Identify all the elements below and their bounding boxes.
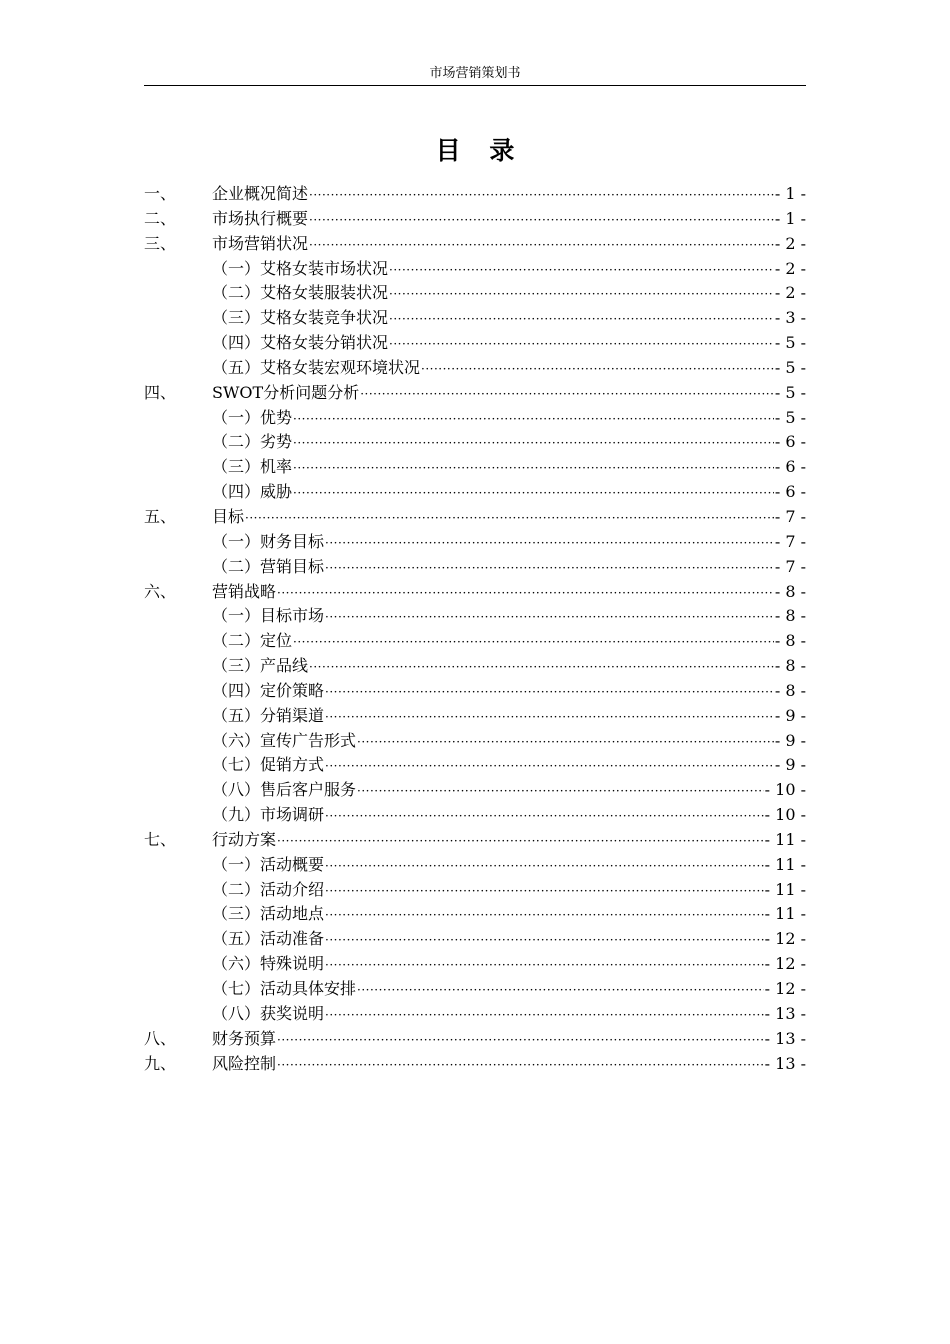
toc-entry-page-number: - 3 - [774, 308, 806, 328]
toc-entry-number: 八、 [144, 1028, 177, 1048]
toc-entry-page-number: - 9 - [774, 730, 806, 750]
toc-entry-title: （三）机率 [212, 457, 293, 477]
toc-dot-leader [309, 233, 774, 258]
toc-entry-title: （二）活动介绍 [212, 879, 325, 899]
toc-entry-title: 行动方案 [212, 829, 277, 849]
toc-entry-title: （三）产品线 [212, 656, 309, 676]
toc-entry-page-number: - 12 - [764, 954, 806, 974]
toc-dot-leader [277, 1053, 764, 1078]
toc-dot-leader [277, 1028, 764, 1053]
toc-entry-page-number: - 6 - [774, 432, 806, 452]
toc-entry-title: （一）目标市场 [212, 606, 325, 626]
toc-entry-title: 企业概况简述 [212, 184, 309, 203]
toc-entry-page-number: - 13 - [764, 1003, 806, 1023]
toc-dot-leader [389, 307, 774, 332]
toc-dot-leader [357, 978, 764, 1003]
toc-entry-title: （三）活动地点 [212, 904, 325, 924]
toc-entry-page-number: - 13 - [764, 1053, 806, 1073]
toc-entry-title: （一）财务目标 [212, 531, 325, 551]
toc-dot-leader [293, 456, 774, 481]
toc-list [144, 182, 806, 1076]
toc-dot-leader [325, 605, 774, 630]
toc-entry-page-number: - 7 - [774, 506, 806, 526]
toc-entry[interactable] [144, 853, 806, 878]
toc-dot-leader [309, 208, 774, 233]
toc-dot-leader [325, 879, 764, 904]
toc-entry[interactable] [144, 753, 806, 778]
toc-entry[interactable] [144, 430, 806, 455]
toc-entry-title: （七）促销方式 [212, 755, 325, 775]
toc-dot-leader [325, 1003, 764, 1028]
toc-entry-page-number: - 9 - [774, 755, 806, 775]
toc-entry[interactable] [144, 306, 806, 331]
toc-entry-page-number: - 11 - [764, 854, 806, 874]
toc-entry-number: 七、 [144, 829, 177, 849]
toc-dot-leader [325, 680, 774, 705]
toc-entry[interactable] [144, 381, 806, 406]
toc-entry-page-number: - 9 - [774, 705, 806, 725]
toc-entry-title: 目标 [212, 506, 245, 526]
toc-entry-page-number: - 10 - [764, 780, 806, 800]
toc-entry-title: 风险控制 [212, 1053, 277, 1073]
toc-entry[interactable] [144, 331, 806, 356]
toc-entry[interactable] [144, 480, 806, 505]
toc-dot-leader [325, 928, 764, 953]
toc-entry[interactable] [144, 207, 806, 232]
toc-title: 目 录 [435, 136, 525, 165]
toc-entry-page-number: - 11 - [764, 829, 806, 849]
toc-entry-title: （一）艾格女装市场状况 [212, 258, 389, 278]
toc-entry[interactable] [144, 1027, 806, 1052]
toc-entry[interactable] [144, 778, 806, 803]
toc-dot-leader [325, 804, 764, 829]
toc-entry[interactable] [144, 1052, 806, 1077]
toc-entry-number: 四、 [144, 382, 177, 402]
toc-entry[interactable] [144, 977, 806, 1002]
toc-entry-number: 九、 [144, 1053, 177, 1073]
toc-entry-title: （五）艾格女装宏观环境状况 [212, 357, 421, 377]
toc-entry-number: 二、 [144, 208, 177, 228]
toc-entry-title: （一）优势 [212, 407, 293, 427]
toc-entry[interactable] [144, 629, 806, 654]
toc-entry-title: （二）劣势 [212, 432, 293, 452]
toc-dot-leader [293, 630, 774, 655]
toc-entry-page-number: - 7 - [774, 531, 806, 551]
toc-entry-number: 一、 [144, 184, 177, 203]
toc-entry-page-number: - 7 - [774, 556, 806, 576]
toc-entry-page-number: - 1 - [774, 184, 806, 203]
toc-dot-leader [293, 407, 774, 432]
toc-dot-leader [325, 903, 764, 928]
toc-entry[interactable] [144, 505, 806, 530]
toc-entry[interactable] [144, 604, 806, 629]
toc-entry[interactable] [144, 455, 806, 480]
toc-entry[interactable] [144, 356, 806, 381]
toc-entry[interactable] [144, 927, 806, 952]
toc-entry-page-number: - 6 - [774, 482, 806, 502]
toc-entry-title: （四）艾格女装分销状况 [212, 333, 389, 353]
toc-entry[interactable] [144, 729, 806, 754]
toc-entry-page-number: - 13 - [764, 1028, 806, 1048]
toc-entry-number: 五、 [144, 506, 177, 526]
toc-dot-leader [277, 581, 774, 606]
toc-entry-title: （八）获奖说明 [212, 1003, 325, 1023]
toc-entry-page-number: - 2 - [774, 283, 806, 303]
toc-entry-title: （四）威胁 [212, 482, 293, 502]
toc-dot-leader [389, 258, 774, 283]
toc-entry-page-number: - 5 - [774, 357, 806, 377]
toc-dot-leader [325, 705, 774, 730]
toc-entry-title: （三）艾格女装竞争状况 [212, 308, 389, 328]
toc-entry-title: （五）活动准备 [212, 929, 325, 949]
running-header: 市场营销策划书 [429, 66, 521, 81]
toc-dot-leader [389, 282, 774, 307]
toc-entry-title: 营销战略 [212, 581, 277, 601]
toc-entry[interactable] [144, 952, 806, 977]
toc-entry-title: （六）宣传广告形式 [212, 730, 357, 750]
toc-entry-title: （四）定价策略 [212, 680, 325, 700]
toc-entry[interactable] [144, 232, 806, 257]
toc-entry-page-number: - 5 - [774, 333, 806, 353]
toc-entry-number: 六、 [144, 581, 177, 601]
toc-dot-leader [293, 431, 774, 456]
toc-dot-leader [293, 481, 774, 506]
toc-entry-title: （八）售后客户服务 [212, 780, 357, 800]
toc-dot-leader [325, 556, 774, 581]
toc-entry-page-number: - 1 - [774, 208, 806, 228]
toc-dot-leader [421, 357, 774, 382]
toc-entry-title: （二）艾格女装服装状况 [212, 283, 389, 303]
toc-entry-title: 市场营销状况 [212, 233, 309, 253]
toc-entry-page-number: - 2 - [774, 258, 806, 278]
toc-entry[interactable] [144, 1002, 806, 1027]
toc-entry-number: 三、 [144, 233, 177, 253]
toc-entry-page-number: - 10 - [764, 805, 806, 825]
toc-entry-page-number: - 11 - [764, 879, 806, 899]
toc-dot-leader [325, 531, 774, 556]
toc-entry[interactable] [144, 654, 806, 679]
toc-dot-leader [309, 183, 774, 208]
toc-entry-page-number: - 8 - [774, 581, 806, 601]
toc-entry[interactable] [144, 406, 806, 431]
toc-dot-leader [325, 854, 764, 879]
toc-dot-leader [277, 829, 764, 854]
toc-entry[interactable] [144, 878, 806, 903]
toc-entry[interactable] [144, 281, 806, 306]
toc-entry[interactable] [144, 828, 806, 853]
toc-entry-page-number: - 8 - [774, 656, 806, 676]
toc-entry[interactable] [144, 555, 806, 580]
toc-entry-page-number: - 12 - [764, 979, 806, 998]
toc-entry-title: SWOT分析问题分析 [212, 382, 360, 402]
toc-entry-page-number: - 5 - [774, 382, 806, 402]
toc-dot-leader [245, 506, 774, 531]
toc-entry[interactable] [144, 182, 806, 207]
toc-entry-title: （七）活动具体安排 [212, 979, 357, 998]
toc-entry-page-number: - 8 - [774, 631, 806, 651]
toc-entry-page-number: - 5 - [774, 407, 806, 427]
toc-entry[interactable] [144, 704, 806, 729]
toc-dot-leader [357, 730, 774, 755]
toc-entry-page-number: - 11 - [764, 904, 806, 924]
toc-entry-page-number: - 12 - [764, 929, 806, 949]
toc-dot-leader [357, 779, 764, 804]
toc-dot-leader [325, 953, 764, 978]
toc-entry[interactable] [144, 530, 806, 555]
toc-entry-title: 财务预算 [212, 1028, 277, 1048]
toc-dot-leader [325, 754, 774, 779]
toc-entry-title: （二）定位 [212, 631, 293, 651]
toc-dot-leader [389, 332, 774, 357]
toc-entry[interactable] [144, 580, 806, 605]
toc-entry-title: （一）活动概要 [212, 854, 325, 874]
toc-entry[interactable] [144, 803, 806, 828]
toc-entry-title: （二）营销目标 [212, 556, 325, 576]
toc-entry-title: （九）市场调研 [212, 805, 325, 825]
toc-entry-title: 市场执行概要 [212, 208, 309, 228]
toc-dot-leader [309, 655, 774, 680]
toc-entry-page-number: - 2 - [774, 233, 806, 253]
toc-entry[interactable] [144, 902, 806, 927]
toc-entry-page-number: - 8 - [774, 606, 806, 626]
toc-dot-leader [360, 382, 774, 407]
toc-entry-title: （六）特殊说明 [212, 954, 325, 974]
toc-entry-page-number: - 6 - [774, 457, 806, 477]
header-rule [144, 85, 806, 86]
toc-entry[interactable] [144, 679, 806, 704]
toc-entry-title: （五）分销渠道 [212, 705, 325, 725]
toc-entry-page-number: - 8 - [774, 680, 806, 700]
toc-entry[interactable] [144, 257, 806, 282]
